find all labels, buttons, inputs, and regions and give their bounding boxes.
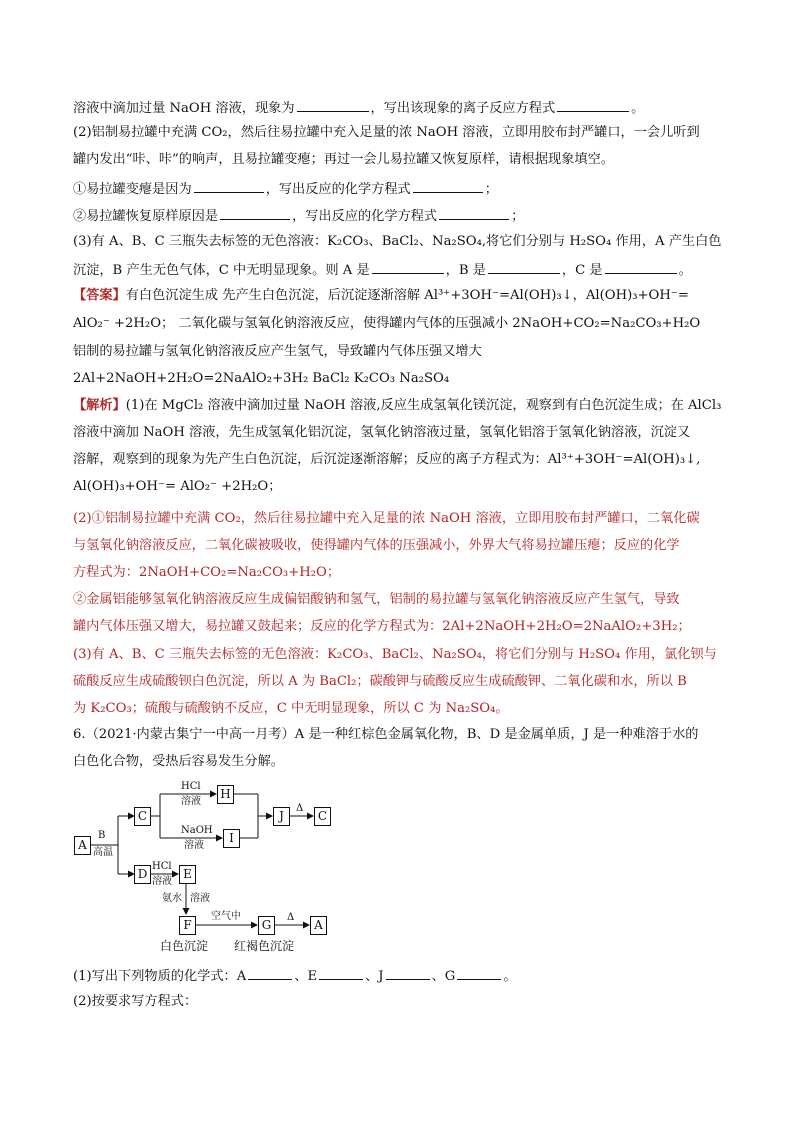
text-line: (2)铝制易拉罐中充满 CO₂，然后往易拉罐中充入足量的浓 NaOH 溶液，立即用胶布封严罐口，一会儿听到 [73, 125, 700, 140]
text: 、J [365, 969, 384, 984]
analysis-line: ②金属铝能够氢氧化钠溶液反应生成偏铝酸钠和氢气，铝制的易拉罐与氢氧化钠溶液反应产生氢气，导致 [73, 592, 680, 607]
node-d: D [134, 865, 151, 884]
label-solution: 溶液 [152, 876, 172, 887]
label-white-precipitate: 白色沉淀 [160, 939, 209, 953]
label-heat: Δ [287, 912, 295, 923]
answer-blank[interactable] [248, 966, 292, 980]
text: ，写出反应的化学方程式 [265, 182, 411, 197]
question-line: 白色化合物，受热后容易发生分解。 [73, 754, 284, 769]
text-line: (3)有 A、B、C 三瓶失去标签的无色溶液：K₂CO₃、BaCl₂、Na₂SO₄,将它们分别与 H₂SO₄ 作用，A 产生白色 [73, 234, 722, 249]
answer-line: AlO₂⁻ +2H₂O； 二氧化碳与氢氧化钠溶液反应，使得罐内气体的压强减小 2NaOH+CO₂=Na₂CO₃+H₂O [73, 316, 701, 331]
node-a: A [74, 836, 91, 855]
label-hcl: HCl [181, 781, 201, 792]
node-a-product: A [310, 916, 327, 935]
node-e: E [179, 865, 196, 884]
analysis-line: 溶解，观察到的现象为先产生白色沉淀，后沉淀逐渐溶解；反应的离子方程式为：Al³⁺+3OH⁻=Al(OH)₃↓, [73, 452, 701, 467]
text-line: 罐内发出“咔、咔”的响声，且易拉罐变瘪；再过一会儿易拉罐又恢复原样，请根据现象填空。 [73, 152, 614, 167]
answer-tag: 【答案】 [73, 288, 126, 303]
analysis-line: Al(OH)₃+OH⁻= AlO₂⁻ +2H₂O； [73, 479, 282, 494]
text: ①易拉罐变瘪是因为 [73, 182, 192, 197]
label-in-air: 空气中 [211, 911, 241, 922]
label-solution: 溶液 [181, 796, 201, 807]
analysis-line: 与氢氧化钠溶液反应，二氧化碳被吸收，使得罐内气体的压强减小，外界大气将易拉罐压瘪；反应的化学 [73, 538, 680, 553]
question-line [73, 966, 728, 986]
answer-blank[interactable] [386, 966, 430, 980]
label-b: B [98, 830, 106, 841]
analysis-line: 硫酸反应生成硫酸钡白色沉淀，所以 A 为 BaCl₂；碳酸钾与硫酸反应生成硫酸钾、二氧化碳和水，所以 B [73, 674, 687, 689]
text: ，写出该现象的离子反应方程式 [370, 101, 556, 116]
node-c: C [134, 807, 151, 826]
text: 。 [503, 969, 517, 984]
label-heat: Δ [296, 803, 304, 814]
node-i: I [223, 829, 240, 848]
text: ，C 是 [561, 263, 603, 278]
label-solution: 溶液 [184, 840, 204, 851]
label-redbrown-precipitate: 红褐色沉淀 [234, 939, 295, 953]
node-h: H [217, 785, 234, 804]
label-naoh: NaOH [181, 825, 213, 836]
node-j: J [273, 807, 290, 826]
text: ； [484, 182, 498, 197]
label-ammonia: 氨水 [162, 893, 182, 904]
analysis-line: 方程式为：2NaOH+CO₂=Na₂CO₃+H₂O； [73, 565, 341, 580]
text: (1)在 MgCl₂ 溶液中滴加过量 NaOH 溶液,反应生成氢氧化镁沉淀，观察到有白色沉淀生成；在 AlCl₃ [125, 398, 722, 413]
label-gaowen: 高温 [93, 847, 113, 858]
answer-blank[interactable] [457, 966, 501, 980]
node-f: F [179, 916, 196, 935]
text: 、G [431, 969, 456, 984]
answer-line: 铝制的易拉罐与氢氧化钠溶液反应产生氢气，导致罐内气体压强又增大 [73, 344, 482, 359]
label-solution: 溶液 [190, 893, 210, 904]
text: 沉淀，B 产生无色气体，C 中无明显现象。则 A 是 [73, 263, 370, 278]
text: 、E [294, 969, 318, 984]
question-line: 6.（2021·内蒙古集宁一中高一月考）A 是一种红棕色金属氧化物，B、D 是金属单质，J 是一种难溶于水的 [73, 727, 699, 742]
text: ； [511, 209, 525, 224]
label-hcl: HCl [152, 861, 172, 872]
text: ，写出反应的化学方程式 [292, 209, 438, 224]
analysis-tag: 【解析】 [73, 398, 126, 413]
answer-blank[interactable] [319, 966, 363, 980]
analysis-line: 溶液中滴加 NaOH 溶液，先生成氢氧化铝沉淀，氢氧化钠溶液过量，氢氧化铝溶于氢氧化钠溶液，沉淀又 [73, 425, 691, 440]
analysis-line: 为 K₂CO₃；硫酸与硫酸钠不反应，C 中无明显现象，所以 C 为 Na₂SO₄。 [73, 701, 509, 716]
text: 。 [631, 101, 645, 116]
answer-line: 2Al+2NaOH+2H₂O=2NaAlO₂+3H₂ BaCl₂ K₂CO₃ Na₂SO₄ [73, 371, 450, 386]
node-g: G [258, 916, 275, 935]
analysis-line: (2)①铝制易拉罐中充满 CO₂，然后往易拉罐中充入足量的浓 NaOH 溶液，立即用胶布封严罐口，二氧化碳 [73, 511, 700, 526]
text: ②易拉罐恢复原样原因是 [73, 209, 219, 224]
analysis-line: (3)有 A、B、C 三瓶失去标签的无色溶液：K₂CO₃、BaCl₂、Na₂SO₄，将它们分别与 H₂SO₄ 作用，氯化钡与 [73, 647, 717, 662]
text: (1)写出下列物质的化学式：A [73, 969, 247, 984]
question-line: (2)按要求写方程式： [73, 994, 198, 1009]
text: ，B 是 [445, 263, 486, 278]
text: 。 [678, 263, 692, 278]
node-c-product: C [314, 807, 331, 826]
text: 溶液中滴加过量 NaOH 溶液，现象为 [73, 101, 295, 116]
text: 有白色沉淀生成 先产生白色沉淀，后沉淀逐渐溶解 Al³⁺+3OH⁻=Al(OH)₃↓，Al(OH)₃+OH⁻= [125, 288, 689, 303]
analysis-line: 罐内气体压强又增大，易拉罐又鼓起来；反应的化学方程式为：2Al+2NaOH+2H₂O=2NaAlO₂+3H₂； [73, 619, 691, 634]
